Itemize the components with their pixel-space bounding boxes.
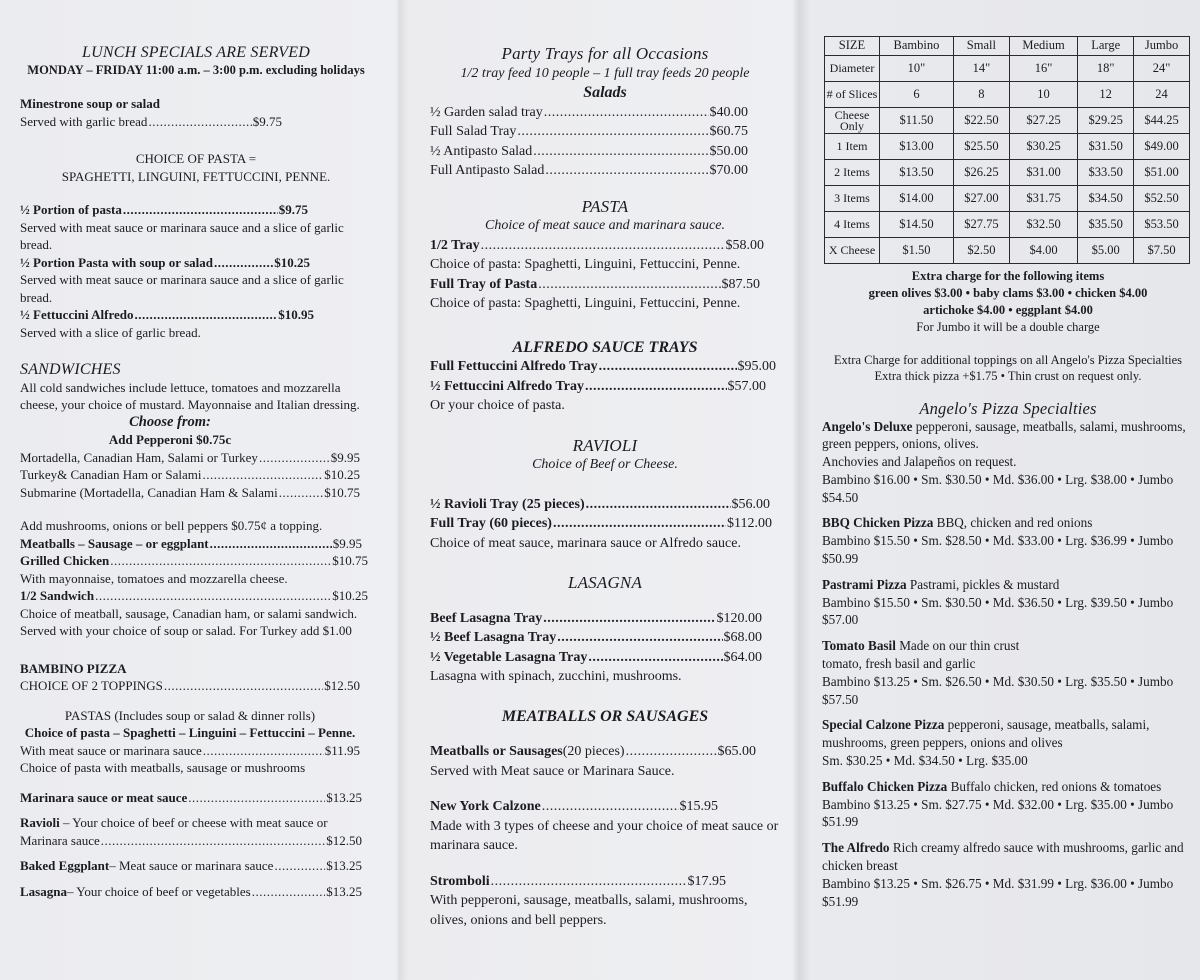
table-header-cell: Large: [1078, 37, 1134, 56]
table-cell: $13.00: [880, 134, 954, 160]
table-header-cell: Medium: [1009, 37, 1077, 56]
row-label: 3 Items: [825, 186, 880, 212]
half-soup-name: ½ Portion Pasta with soup or salad: [20, 254, 213, 270]
table-cell: $14.50: [880, 212, 954, 238]
eggplant-line: Baked Eggplant – Meat sauce or marinara sauce ..... $13.25: [20, 857, 362, 875]
table-cell: $49.00: [1134, 134, 1190, 160]
table-cell: $31.50: [1078, 134, 1134, 160]
half-soup-desc: Served with meat sauce or marinara sauce and a slice of garlic bread.: [20, 272, 344, 305]
add-pepperoni: Add Pepperoni $0.75c: [108, 432, 232, 447]
half-tray-line: 1/2 Tray ..... $58.00: [430, 236, 764, 256]
stromboli-line: Stromboli ..... $17.95: [430, 872, 726, 892]
salad-item: ½ Garden salad tray ..... $40.00: [430, 103, 748, 123]
grilled-chicken-desc: With mayonnaise, tomatoes and mozzarella cheese.: [20, 570, 288, 586]
table-cell: 6: [880, 82, 954, 108]
choose-from: Choose from:: [129, 413, 211, 430]
lasagna-item: ½ Vegetable Lasagna Tray ..... $64.00: [430, 648, 762, 668]
lasagna-item: ½ Beef Lasagna Tray ..... $68.00: [430, 628, 762, 648]
extra-charge-title: Extra charge for the following items: [911, 269, 1105, 283]
table-cell: $35.50: [1078, 212, 1134, 238]
minestrone-desc: Served with garlic bread: [20, 113, 148, 129]
table-row: [825, 134, 1190, 160]
lasagna-lunch-line: Lasagna – Your choice of beef or vegetables ..... $13.25: [20, 883, 362, 901]
specialties-title: Angelo's Pizza Specialties: [919, 399, 1097, 418]
table-row: [825, 82, 1190, 108]
sandwich-item: Submarine (Mortadella, Canadian Ham & Salami ..... $10.75: [20, 484, 360, 502]
table-cell: $13.50: [880, 160, 954, 186]
minestrone-name: Minestrone soup or salad: [20, 96, 161, 111]
lunch-title: LUNCH SPECIALS ARE SERVED: [82, 44, 310, 61]
table-cell: 10": [880, 56, 954, 82]
sandwich-item: Mortadella, Canadian Ham, Salami or Turkey ..... $9.95: [20, 449, 360, 467]
ravioli-lunch-line1: Ravioli – Your choice of beef or cheese with meat sauce or: [20, 815, 328, 830]
party-trays-column: [430, 0, 780, 980]
specialty-item: Buffalo Chicken Pizza Buffalo chicken, red onions & tomatoes Bambino $13.25 • Sm. $27.75 • Md. $32.00 • Lrg. $35.00 • Jumbo $51.99: [822, 778, 1174, 830]
table-cell: $27.00: [953, 186, 1009, 212]
table-row: [825, 56, 1190, 82]
table-cell: $30.25: [1009, 134, 1077, 160]
table-cell: $34.50: [1078, 186, 1134, 212]
half-tray-desc: Choice of pasta: Spaghetti, Linguini, Fettuccini, Penne.: [430, 257, 741, 272]
extra-charge-line2: artichoke $4.00 • eggplant $4.00: [923, 303, 1093, 317]
specialty-item: Angelo's Deluxe pepperoni, sausage, meatballs, salami, mushrooms, green peppers, onions, olives. Anchovies and Jalapeños on request. Bambino $16.00 • Sm. $30.50 • Md. $36.00 • Lrg. $38.00 • Jumbo $54.50: [822, 418, 1186, 505]
table-cell: $51.00: [1134, 160, 1190, 186]
table-cell: $14.00: [880, 186, 954, 212]
table-cell: 8: [953, 82, 1009, 108]
table-row: [825, 108, 1190, 134]
half-soup-price: $10.25: [274, 254, 310, 270]
pastas-choice: Choice of pasta – Spaghetti – Linguini – Fettuccini – Penne.: [24, 725, 356, 740]
specialty-item: Pastrami Pizza Pastrami, pickles & mustard Bambino $15.50 • Sm. $30.50 • Md. $36.50 • Lrg. $39.50 • Jumbo $57.00: [822, 576, 1174, 628]
table-cell: 18": [1078, 56, 1134, 82]
alfredo-title: ALFREDO SAUCE TRAYS: [512, 338, 698, 356]
row-label: 1 Item: [825, 134, 880, 160]
specialty-item: BBQ Chicken Pizza BBQ, chicken and red onions Bambino $15.50 • Sm. $28.50 • Md. $33.00 • Lrg. $36.99 • Jumbo $50.99: [822, 515, 1174, 567]
half-sandwich-desc: Choice of meatball, sausage, Canadian ham, or salami sandwich. Served with your choice of soup or salad. For Turkey add $1.00: [20, 605, 358, 638]
lasagna-title: LASAGNA: [567, 573, 643, 592]
salad-item: Full Salad Tray ..... $60.75: [430, 122, 748, 142]
table-cell: 16": [1009, 56, 1077, 82]
table-row: [825, 212, 1190, 238]
table-cell: $44.25: [1134, 108, 1190, 134]
party-title: Party Trays for all Occasions: [501, 44, 709, 63]
specialty-item: Special Calzone Pizza pepperoni, sausage, meatballs, salami, mushrooms, green peppers, onions and olives Sm. $30.25 • Md. $34.50 • Lrg. $35.00: [822, 717, 1150, 769]
extra-charge-line1: green olives $3.00 • baby clams $3.00 • chicken $4.00: [868, 286, 1148, 300]
lasagna-desc: Lasagna with spinach, zucchini, mushrooms.: [430, 669, 682, 684]
table-cell: 14": [953, 56, 1009, 82]
full-tray-line: Full Tray of Pasta ..... $87.50: [430, 275, 760, 295]
table-cell: $11.50: [880, 108, 954, 134]
row-label: # of Slices: [825, 82, 880, 108]
table-cell: $26.25: [953, 160, 1009, 186]
table-header-cell: Bambino: [880, 37, 954, 56]
ravioli-full-line: Full Tray (60 pieces) ..... $112.00: [430, 514, 772, 534]
table-cell: $25.50: [953, 134, 1009, 160]
half-pasta-price: $9.75: [278, 202, 308, 217]
half-pasta-name: ½ Portion of pasta: [20, 202, 122, 217]
row-label: 4 Items: [825, 212, 880, 238]
table-row: [825, 160, 1190, 186]
calzone-desc: Made with 3 types of cheese and your choice of meat sauce or marinara sauce.: [430, 818, 779, 853]
pasta-tray-sub: Choice of meat sauce and marinara sauce.: [485, 218, 725, 233]
ravioli-half-line: ½ Ravioli Tray (25 pieces) ..... $56.00: [430, 495, 770, 515]
table-cell: $7.50: [1134, 238, 1190, 264]
table-cell: 12: [1078, 82, 1134, 108]
pastas-title: PASTAS (Includes soup or salad & dinner rolls): [64, 707, 316, 723]
alfredo-full-line: Full Fettuccini Alfredo Tray ..... $95.00: [430, 357, 776, 377]
salad-item: Full Antipasto Salad ..... $70.00: [430, 161, 748, 181]
lasagna-item: Beef Lasagna Tray ..... $120.00: [430, 609, 762, 629]
add-toppings-note: Add mushrooms, onions or bell peppers $0.75¢ a topping.: [20, 518, 323, 533]
lunch-hours: MONDAY – FRIDAY 11:00 a.m. – 3:00 p.m. excluding holidays: [27, 62, 365, 77]
bambino-title: BAMBINO PIZZA: [20, 660, 127, 676]
table-cell: $1.50: [880, 238, 954, 264]
table-header-row: [825, 37, 1190, 56]
half-alfredo-name: ½ Fettuccini Alfredo: [20, 307, 134, 322]
table-header-cell: Small: [953, 37, 1009, 56]
row-label: 2 Items: [825, 160, 880, 186]
table-cell: $5.00: [1078, 238, 1134, 264]
half-alfredo-line: [20, 306, 314, 324]
pastas-sauce-desc: Choice of pasta with meatballs, sausage or mushrooms: [20, 760, 306, 775]
table-cell: $22.50: [953, 108, 1009, 134]
marinara-line: Marinara sauce or meat sauce ..... $13.25: [20, 789, 362, 807]
party-subtitle: 1/2 tray feed 10 people – 1 full tray feeds 20 people: [460, 65, 750, 81]
specialty-item: The Alfredo Rich creamy alfredo sauce with mushrooms, garlic and chicken breast Bambino $13.25 • Sm. $26.75 • Md. $31.99 • Lrg. $36.00 • Jumbo $51.99: [822, 840, 1184, 909]
table-cell: $2.50: [953, 238, 1009, 264]
meatballs-line: Meatballs or Sausages (20 pieces) ..... $65.00: [430, 742, 756, 762]
table-header-cell: SIZE: [825, 37, 880, 56]
sandwiches-title: SANDWICHES: [20, 361, 121, 378]
table-header-cell: Jumbo: [1134, 37, 1190, 56]
table-cell: $4.00: [1009, 238, 1077, 264]
meatballs-title: MEATBALLS OR SAUSAGES: [501, 707, 709, 725]
extra-toppings-note: Extra Charge for additional toppings on all Angelo's Pizza Specialties: [833, 353, 1183, 367]
half-sandwich-line: 1/2 Sandwich ..... $10.25: [20, 587, 368, 605]
row-label: Diameter: [825, 56, 880, 82]
ravioli-desc: Choice of meat sauce, marinara sauce or Alfredo sauce.: [430, 535, 741, 551]
choice-of-pasta-list: SPAGHETTI, LINGUINI, FETTUCCINI, PENNE.: [61, 168, 331, 184]
row-label: X Cheese: [825, 238, 880, 264]
table-cell: $31.75: [1009, 186, 1077, 212]
table-cell: 24": [1134, 56, 1190, 82]
ravioli-title: RAVIOLI: [572, 435, 638, 455]
ravioli-sub: Choice of Beef or Cheese.: [532, 457, 678, 472]
salads-title: Salads: [583, 84, 627, 101]
choice-of-pasta-title: CHOICE OF PASTA =: [135, 151, 257, 166]
minestrone-line: [20, 113, 282, 131]
meatballs-desc: Served with Meat sauce or Marinara Sauce.: [430, 763, 675, 779]
meatballs-sandwich-line: Meatballs – Sausage – or eggplant ..... $9.95: [20, 535, 362, 553]
calzone-line: New York Calzone ..... $15.95: [430, 797, 718, 817]
half-alfredo-desc: Served with a slice of garlic bread.: [20, 324, 201, 340]
table-cell: $27.75: [953, 212, 1009, 238]
bambino-line: CHOICE OF 2 TOPPINGS ..... $12.50: [20, 677, 360, 695]
half-alfredo-price: $10.95: [278, 307, 314, 322]
half-pasta-line: [20, 201, 308, 219]
specialty-item: Tomato Basil Made on our thin crust tomato, fresh basil and garlic Bambino $13.25 • Sm. $26.50 • Md. $30.50 • Lrg. $35.50 • Jumbo $57.50: [822, 638, 1174, 707]
table-cell: 24: [1134, 82, 1190, 108]
ravioli-lunch-line2: Marinara sauce ..... $12.50: [20, 832, 362, 850]
table-row: [825, 238, 1190, 264]
grilled-chicken-line: Grilled Chicken ..... $10.75: [20, 552, 368, 570]
extra-jumbo-note: For Jumbo it will be a double charge: [916, 320, 1100, 334]
pastas-sauce-line: With meat sauce or marinara sauce ..... $11.95: [20, 742, 360, 760]
pizza-column: [822, 0, 1194, 980]
table-cell: $33.50: [1078, 160, 1134, 186]
minestrone-price: $9.75: [252, 113, 282, 129]
lunch-sandwich-column: [20, 0, 372, 980]
table-cell: $27.25: [1009, 108, 1077, 134]
table-cell: $29.25: [1078, 108, 1134, 134]
full-tray-desc: Choice of pasta: Spaghetti, Linguini, Fettuccini, Penne.: [430, 296, 741, 311]
alfredo-half-line: ½ Fettuccini Alfredo Tray ..... $57.00: [430, 377, 766, 397]
table-cell: $31.00: [1009, 160, 1077, 186]
alfredo-desc: Or your choice of pasta.: [430, 398, 565, 413]
sandwiches-intro: All cold sandwiches include lettuce, tomatoes and mozzarella cheese, your choice of mustard. Mayonnaise and Italian dressing.: [20, 379, 360, 412]
table-cell: $32.50: [1009, 212, 1077, 238]
table-cell: 10: [1009, 82, 1077, 108]
table-cell: $52.50: [1134, 186, 1190, 212]
half-soup-line: [20, 254, 310, 272]
half-pasta-desc: Served with meat sauce or marinara sauce and a slice of garlic bread.: [20, 219, 344, 252]
stromboli-desc: With pepperoni, sausage, meatballs, salami, mushrooms, olives, onions and bell peppers.: [430, 893, 748, 928]
table-row: [825, 186, 1190, 212]
pasta-tray-title: PASTA: [581, 196, 629, 216]
sandwich-item: Turkey& Canadian Ham or Salami ..... $10.25: [20, 466, 360, 484]
row-label: Cheese Only: [825, 108, 880, 134]
pizza-size-table: [824, 36, 1190, 264]
salad-item: ½ Antipasto Salad ..... $50.00: [430, 142, 748, 162]
extra-thick-note: Extra thick pizza +$1.75 • Thin crust on request only.: [874, 369, 1142, 383]
table-cell: $53.50: [1134, 212, 1190, 238]
